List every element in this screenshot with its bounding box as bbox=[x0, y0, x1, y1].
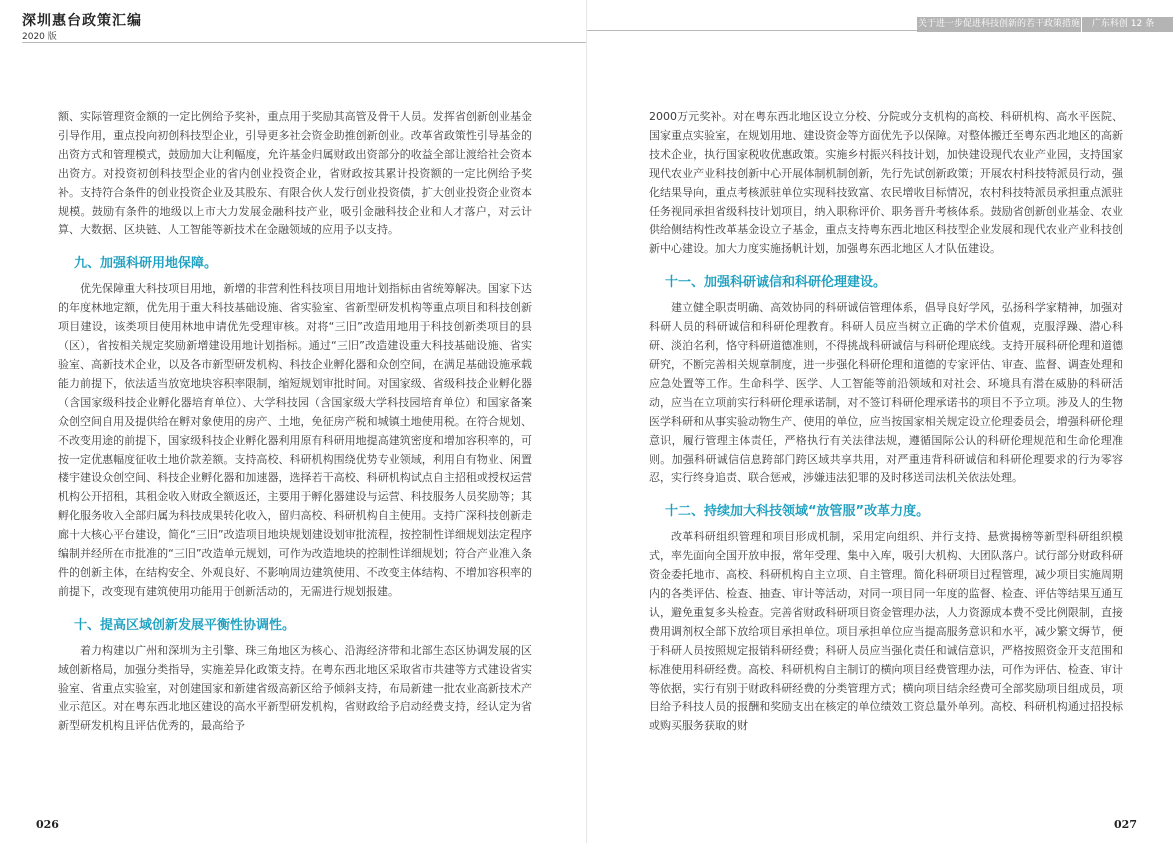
page-number-right: 027 bbox=[1114, 818, 1137, 831]
left-page bbox=[0, 0, 586, 843]
section-heading-12: 十二、持续加大科技领域“放管服”改革力度。 bbox=[665, 504, 930, 520]
section-heading-11: 十一、加强科研诚信和科研伦理建设。 bbox=[665, 275, 887, 291]
running-header-title: 关于进一步促进科技创新的若干政策措施 bbox=[917, 19, 1080, 29]
section-body-11: 建立健全职责明确、高效协同的科研诚信管理体系，倡导良好学风，弘扬科学家精神，加强对科研人员的科研诚信和科研伦理教育。科研人员应当树立正确的学术价值观，克服浮躁、潜心科研、淡泊名利，恪守科研道德准则，不得挑战科研诚信与科研伦理底线。支持开展科研伦理和道德研究，不断完善相关规章制度，进一步强化科研伦理和道德的专家评估、审查、监督、调查处理和应急处置等工作。生命科学、医学、人工智能等前沿领域和对社会、环境具有潜在威胁的科研活动，应当在立项前实行科研伦理承诺制，对不签订科研伦理承诺书的项目不予立项。涉及人的生物医学科研和从事实验动物生产、使用的单位，应当按国家相关规定设立伦理委员会，增强科研伦理意识，履行管理主体责任，严格执行有关法律法规，遵循国际公认的科研伦理规范和生命伦理准则。加强科研诚信信息跨部门跨区域共享共用，对严重违背科研诚信和科研伦理要求的行为零容忍，实行终身追责、联合惩戒，涉嫌违法犯罪的及时移送司法机关依法处理。 bbox=[649, 301, 1123, 485]
section-body-12: 改革科研组织管理和项目形成机制，采用定向组织、并行支持、悬赏揭榜等新型科研组织模式，率先面向全国开放申报，常年受理、集中入库，吸引大机构、大团队落户。试行部分财政科研资金委托地市、高校、科研机构自主立项、自主管理。简化科研项目过程管理，减少项目实施周期内的各类评估、检查、抽查、审计等活动，对同一项目同一年度的监督、检查、评估等结果互通互认，避免重复多头检查。完善省财政科研项目资金管理办法，人力资源成本费不受比例限制，直接费用调剂权全部下放给项目承担单位。项目承担单位应当提高服务意识和水平，减少繁文缛节，便于科研人员按照规定报销科研经费；科研人员应当强化责任和诚信意识，严格按照资金开支范围和标准使用科研经费。高校、科研机构自主制订的横向项目经费管理办法，可作为评估、检查、审计等依据，实行有别于财政科研经费的分类管理方式；横向项目结余经费可全部奖励项目组成员，项目给予科技人员的报酬和奖励支出在核定的单位绩效工资总量外单列。高校、科研机构通过招投标或购买服务获取的财 bbox=[649, 530, 1123, 733]
section-body-10: 着力构建以广州和深圳为主引擎、珠三角地区为核心、沿海经济带和北部生态区协调发展的区域创新格局，加强分类指导，实施差异化政策支持。在粤东西北地区采取省市共建等方式建设省实验室、省重点实验室，对创建国家和新建省级高新区给予倾斜支持，布局新建一批农业高新技术产业示范区。对在粤东西北地区建设的高水平新型研发机构，省财政给予启动经费支持，经认定为省新型研发机构且评估优秀的，最高给予 bbox=[58, 643, 532, 733]
running-header-divider bbox=[1081, 17, 1082, 32]
continued-paragraph: 2000万元奖补。对在粤东西北地区设立分校、分院或分支机构的高校、科研机构、高水平医院、国家重点实验室，在规划用地、建设资金等方面优先予以保障。对整体搬迁至粤东西北地区的高新技术企业，执行国家税收优惠政策。实施乡村振兴科技计划，加快建设现代农业产业园，支持国家现代农业产业科技创新中心开展体制机制创新，先行先试创新政策；开展农村科技特派员行动，强化结果导向，重点考核派驻单位实现科技致富、农民增收目标情况，农村科技特派员承担重点派驻任务视同承担省级科技计划项目，纳入职称评价、职务晋升考核体系。鼓励省创新创业基金、农业供给侧结构性改革基金设立子基金，重点支持粤东西北地区科技型企业发展和现代农业产业科技创新中心建设。加大力度实施扬帆计划，加强粤东西北地区人才队伍建设。 bbox=[649, 110, 1123, 256]
section-heading-9: 九、加强科研用地保障。 bbox=[74, 256, 218, 272]
section-body-9: 优先保障重大科技项目用地，新增的非营利性科技项目用地计划指标由省统筹解决。国家下达的年度林地定额，优先用于重大科技基础设施、省实验室、省新型研发机构等重点项目和科技创新项目建设，该类项目使用林地申请优先受理审核。对将“三旧”改造用地用于科技创新类项目的县（区），省按相关规定奖励新增建设用地计划指标。通过“三旧”改造建设重大科技基础设施、省实验室、高新技术企业，以及各市新型研发机构、科技企业孵化器和众创空间，在满足基础设施承载能力前提下，依法适当放宽地块容积率限制，缩短规划审批时间。对国家级、省级科技企业孵化器（含国家级科技企业孵化器培育单位）、大学科技园（含国家级大学科技园培育单位）和国家备案众创空间自用及提供给在孵对象使用的房产、土地，免征房产税和城镇土地使用税。在符合规划、不改变用途的前提下，国家级科技企业孵化器利用原有科研用地提高建筑密度和增加容积率的，可按一定优惠幅度征收土地价款差额。支持高校、科研机构围绕优势专业领域，利用自有物业、闲置楼宇建设众创空间、科技企业孵化器和加速器，选择若干高校、科研机构试点自主招租或授权运营机构公开招租，其租金收入财政全额返还，主要用于孵化器建设与运营、科技服务人员奖励等；其孵化服务收入全部归属为科技成果转化收入，留归高校、科研机构自主使用。支持广深科技创新走廊十大核心平台建设，简化“三旧”改造项目地块规划建设划审批流程，按控制性详细规划法定程序编制并经所在市批准的“三旧”改造单元规划，可作为改造地块的控制性详细规划；符合产业准入条件的创新主体，在结构安全、外观良好、不影响周边建筑使用、不改变主体结构、不增加容积率的前提下，改变现有建筑使用功能用于创新活动的，无需进行规划报建。 bbox=[58, 282, 532, 598]
publication-title: 深圳惠台政策汇编 bbox=[22, 13, 142, 29]
right-page bbox=[587, 0, 1173, 843]
publication-edition: 2020 版 bbox=[22, 32, 57, 42]
running-header-tag: 广东科创 12 条 bbox=[1091, 19, 1155, 29]
page-number-left: 026 bbox=[36, 818, 59, 831]
left-text-column bbox=[58, 108, 532, 736]
continued-paragraph: 额、实际管理资金额的一定比例给予奖补，重点用于奖励其高管及骨干人员。发挥省创新创业基金引导作用，重点投向初创科技型企业，引导更多社会资金助推创新创业。改革省政策性引导基金的出资方式和管理模式，鼓励加大让利幅度，允许基金归属财政出资部分的收益全部让渡给社会资本出资方。对投资初创科技型企业的省内创业投资企业，省财政按其累计投资额的一定比例给予奖补。支持符合条件的创业投资企业及其股东、有限合伙人发行创业投资债，扩大创业投资企业资本规模。鼓励有条件的地级以上市大力发展金融科技产业，吸引金融科技企业和人才落户，对云计算、大数据、区块链、人工智能等新技术在金融领域的应用予以支持。 bbox=[58, 110, 532, 237]
section-heading-10: 十、提高区域创新发展平衡性协调性。 bbox=[74, 617, 296, 633]
right-text-column bbox=[649, 108, 1123, 736]
header-rule bbox=[22, 42, 586, 43]
